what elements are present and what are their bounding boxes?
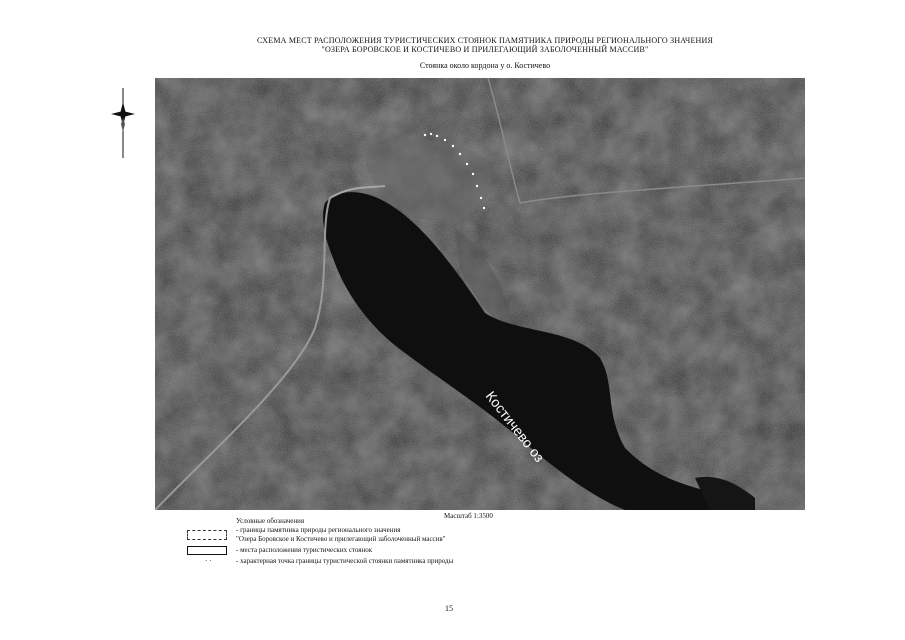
satellite-map xyxy=(155,78,805,510)
legend-campsite-symbol xyxy=(187,546,227,555)
lake-label: Костичево оз xyxy=(482,387,548,466)
legend-title: Условные обозначения xyxy=(236,517,305,525)
map-subtitle: Стоянка около кордона у о. Костичево xyxy=(419,61,551,70)
map-title-line-1: СХЕМА МЕСТ РАСПОЛОЖЕНИЯ ТУРИСТИЧЕСКИХ СТОЯНОК ПАМЯТНИКА ПРИРОДЫ РЕГИОНАЛЬНОГО ЗНАЧЕНИЯ xyxy=(256,36,714,45)
map-scale: Масштаб 1:3500 xyxy=(444,512,493,520)
legend-point-symbol: · · xyxy=(205,557,212,565)
legend-boundary-symbol xyxy=(187,530,227,540)
legend-item-point: - характерная точка границы туристической стоянки памятника природы xyxy=(236,557,454,565)
map-title-line-2: "ОЗЕРА БОРОВСКОЕ И КОСТИЧЕВО И ПРИЛЕГАЮЩИЙ ЗАБОЛОЧЕННЫЙ МАССИВ" xyxy=(321,45,649,54)
legend-item-campsite: - места расположения туристических стоянок xyxy=(236,546,373,554)
page-number: 15 xyxy=(445,604,453,613)
legend-item-boundary: - границы памятника природы регионального значения xyxy=(236,526,401,534)
legend-item-boundary-name: "Озера Боровское и Костичево и прилегающий заболоченный массив" xyxy=(236,535,446,543)
north-arrow-icon xyxy=(110,88,136,158)
